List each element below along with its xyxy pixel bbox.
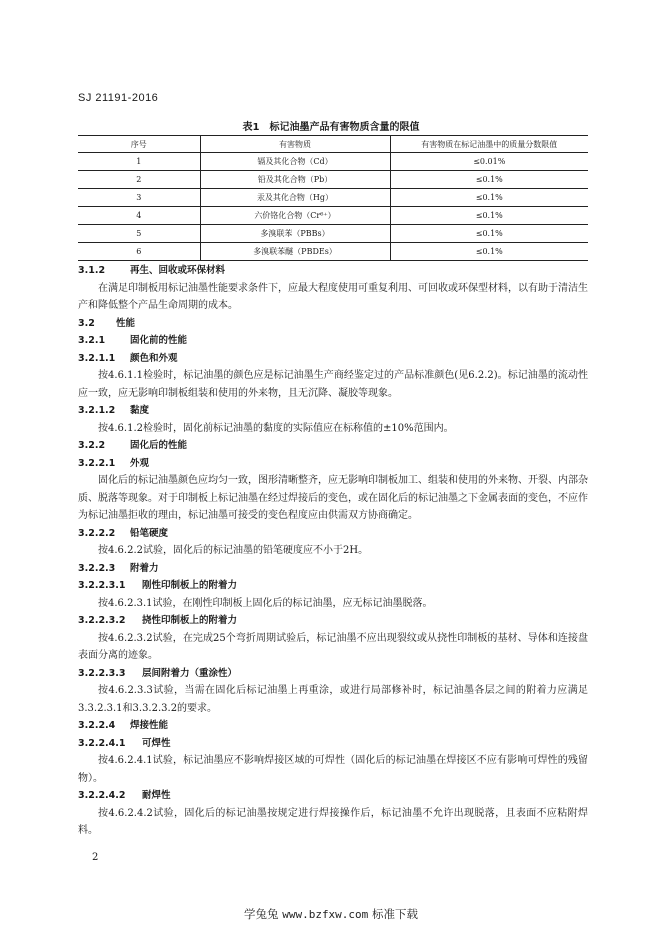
- table-cell: 3: [78, 189, 200, 207]
- standard-code: SJ 21191-2016: [78, 92, 159, 104]
- table-row: [78, 243, 588, 261]
- table-row: [78, 207, 588, 225]
- page-number: 2: [92, 852, 99, 863]
- section-heading: [78, 560, 588, 578]
- table-cell: ≤0.01%: [390, 153, 588, 171]
- section-number: 3.1.2: [78, 265, 106, 276]
- column-header: 序号: [78, 136, 200, 153]
- table-cell: 1: [78, 153, 200, 171]
- section-number: 3.2.2.3.1: [78, 580, 126, 591]
- table-row: [78, 171, 588, 189]
- table-row: [78, 189, 588, 207]
- table-cell: 多溴联苯（PBBs）: [200, 225, 390, 243]
- section-title: 层间附着力（重涂性）: [142, 667, 238, 679]
- section-number: 3.2.2.3.2: [78, 615, 126, 626]
- section-heading: [78, 332, 588, 350]
- table-cell: ≤0.1%: [390, 207, 588, 225]
- section-number: 3.2.2.4.2: [78, 790, 126, 801]
- section-title: 挠性印制板上的附着力: [142, 615, 238, 626]
- section-title: 外观: [130, 457, 150, 469]
- section-heading: [78, 437, 588, 455]
- section-title: 固化后的性能: [130, 440, 188, 451]
- section-heading: [78, 787, 588, 805]
- table-cell: ≤0.1%: [390, 171, 588, 189]
- section-paragraph: 在满足印制板用标记油墨性能要求条件下，应最大程度使用可重复利用、可回收或环保型材料，以有助于清洁生产和降低整个产品生命周期的成本。: [78, 282, 588, 311]
- section-heading: [78, 350, 588, 368]
- section-paragraph: 固化后的标记油墨颜色应均匀一致，图形清晰整齐，应无影响印制板加工、组装和使用的外来物、开裂、内部杂质、脱落等现象。对于印制板上标记油墨在经过焊接后的变色，或在固化后的标记油墨之下金属表面的变色，不应作为标记油墨拒收的理由，标记油墨可接受的变色程度应由供需双方协商确定。: [78, 475, 588, 521]
- table-title: 表1 标记油墨产品有害物质含量的限值: [242, 122, 420, 133]
- section-heading: [78, 577, 588, 595]
- column-header: 有害物质: [200, 136, 390, 153]
- section-heading: [78, 315, 588, 333]
- section-paragraph: 按4.6.2.4.2试验，固化后的标记油墨按规定进行焊接操作后，标记油墨不允许出现脱落，且表面不应粘附焊料。: [78, 807, 588, 836]
- section-number: 3.2.2.4.1: [78, 737, 126, 749]
- footer-watermark: [0, 906, 662, 922]
- table-cell: 4: [78, 207, 200, 225]
- section-number: 3.2.2: [78, 440, 106, 451]
- table-header-row: [78, 136, 588, 153]
- section-paragraph: 按4.6.2.2试验，固化后的标记油墨的铅笔硬度应不小于2H。: [98, 545, 369, 556]
- table-cell: 铅及其化合物（Pb）: [200, 171, 390, 189]
- section-number: 3.2.2.3: [78, 562, 116, 574]
- table-cell: ≤0.1%: [390, 225, 588, 243]
- section-heading: [78, 612, 588, 630]
- section-title: 黏度: [130, 405, 150, 416]
- section-number: 3.2.1.1: [78, 352, 116, 364]
- table-row: [78, 225, 588, 243]
- section-title: 焊接性能: [130, 720, 169, 731]
- section-number: 3.2.1: [78, 335, 106, 346]
- table-cell: ≤0.1%: [390, 189, 588, 207]
- section-heading: [78, 717, 588, 735]
- section-title: 固化前的性能: [130, 335, 188, 346]
- section-title: 刚性印制板上的附着力: [142, 580, 238, 591]
- section-number: 3.2.2.4: [78, 720, 116, 731]
- column-header: 有害物质在标记油墨中的质量分数限值: [390, 136, 588, 153]
- document-body: [78, 262, 588, 840]
- footer-tagline: 标准下载: [371, 907, 418, 921]
- section-paragraph: 按4.6.2.3.1试验，在刚性印制板上固化后的标记油墨，应无标记油墨脱落。: [98, 597, 433, 609]
- section-heading: [78, 665, 588, 683]
- section-title: 再生、回收或环保材料: [130, 265, 226, 276]
- section-number: 3.2.2.1: [78, 457, 116, 469]
- section-title: 铅笔硬度: [130, 527, 169, 539]
- section-title: 性能: [116, 317, 136, 329]
- table-cell: 六价铬化合物（Cr⁶⁺）: [200, 207, 390, 225]
- section-number: 3.2.2.2: [78, 527, 116, 539]
- section-title: 附着力: [130, 562, 159, 574]
- section-number: 3.2.2.3.3: [78, 667, 126, 679]
- table-cell: 5: [78, 225, 200, 243]
- footer-url: www.bzfxw.com: [282, 908, 369, 921]
- section-paragraph: 按4.6.1.1检验时，标记油墨的颜色应是标记油墨生产商经鉴定过的产品标准颜色(见6.2.2)。标记油墨的流动性应一致，应无影响印制板组装和使用的外来物，且无沉降、凝胶等现象。: [78, 370, 588, 399]
- section-number: 3.2.1.2: [78, 405, 116, 416]
- footer-site-name: 学兔兔: [244, 907, 279, 921]
- table-cell: 2: [78, 171, 200, 189]
- table-cell: ≤0.1%: [390, 243, 588, 261]
- section-paragraph: 按4.6.1.2检验时，固化前标记油墨的黏度的实际值应在标称值的±10%范围内。: [98, 422, 454, 434]
- section-heading: [78, 402, 588, 420]
- section-heading: [78, 525, 588, 543]
- section-paragraph: 按4.6.2.3.3试验，当需在固化后标记油墨上再重涂，或进行局部修补时，标记油墨各层之间的附着力应满足3.3.2.3.1和3.3.2.3.2的要求。: [78, 685, 588, 714]
- section-title: 耐焊性: [142, 790, 171, 801]
- section-heading: [78, 262, 588, 280]
- section-title: 颜色和外观: [130, 352, 178, 364]
- hazardous-substance-table: [78, 135, 588, 261]
- section-paragraph: 按4.6.2.4.1试验，标记油墨应不影响焊接区域的可焊性（固化后的标记油墨在焊接区不应有影响可焊性的残留物）。: [78, 755, 588, 784]
- table-cell: 汞及其化合物（Hg）: [200, 189, 390, 207]
- section-number: 3.2: [78, 317, 95, 329]
- section-heading: [78, 735, 588, 753]
- table-row: [78, 153, 588, 171]
- table-cell: 6: [78, 243, 200, 261]
- section-title: 可焊性: [142, 737, 171, 749]
- section-heading: [78, 455, 588, 473]
- table-cell: 多溴联苯醚（PBDEs）: [200, 243, 390, 261]
- table-cell: 镉及其化合物（Cd）: [200, 153, 390, 171]
- section-paragraph: 按4.6.2.3.2试验，在完成25个弯折周期试验后，标记油墨不应出现裂纹或从挠性印制板的基材、导体和连接盘表面分离的迹象。: [78, 632, 588, 661]
